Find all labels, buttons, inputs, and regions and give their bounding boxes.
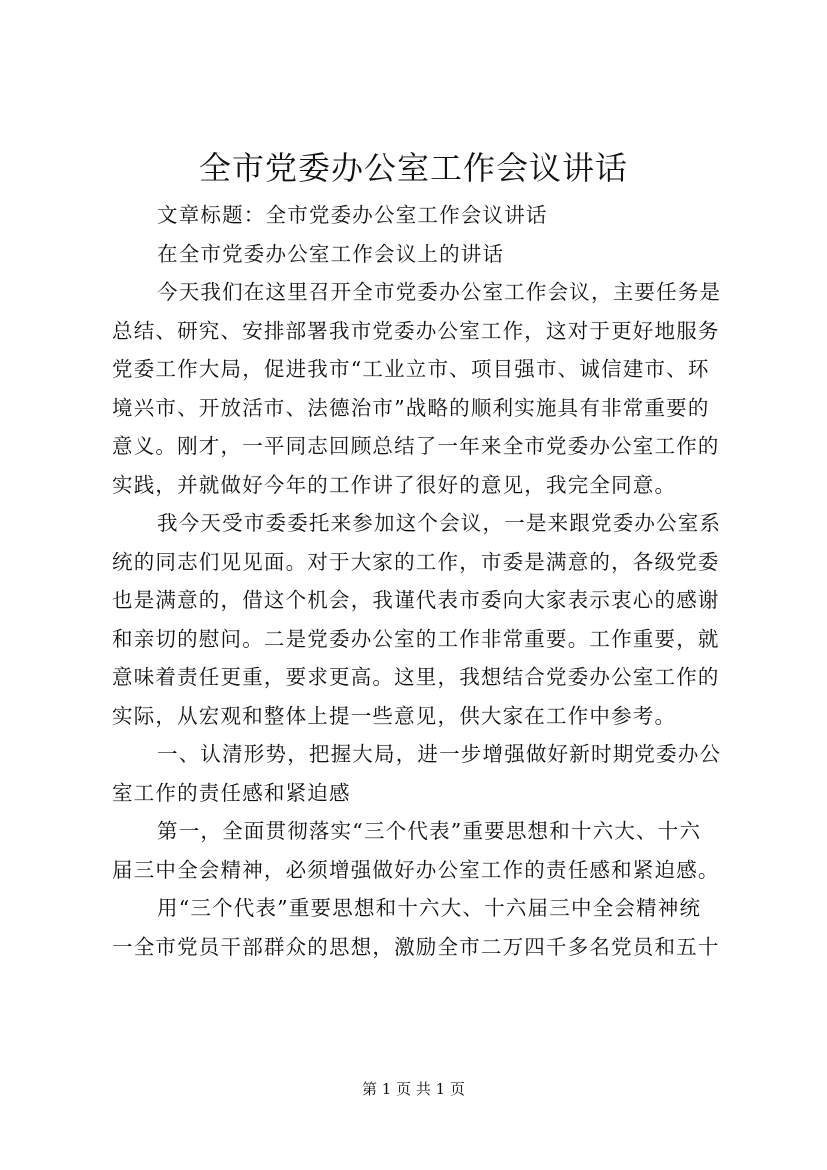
paragraph-line: 和亲切的慰问。二是党委办公室的工作非常重要。工作重要，就 [112, 626, 720, 651]
paragraph-line: 实际，从宏观和整体上提一些意见，供大家在工作中参考。 [112, 703, 677, 728]
paragraph-line: 党委工作大局，促进我市“工业立市、项目强市、诚信建市、环 [112, 357, 710, 381]
paragraph-line: 也是满意的，借这个机会，我谨代表市委向大家表示衷心的感谢 [112, 588, 720, 612]
paragraph-line: 用“三个代表”重要思想和十六大、十六届三中全会精神统 [157, 896, 702, 920]
paragraph-line: 意味着责任更重，要求更高。这里，我想结合党委办公室工作的 [112, 665, 720, 689]
paragraph-line: 实践，并就做好今年的工作讲了很好的意见，我完全同意。 [112, 472, 677, 497]
paragraph-line: 我今天受市委委托来参加这个会议，一是来跟党委办公室系 [157, 511, 722, 535]
article-title-line: 文章标题：全市党委办公室工作会议讲话 [157, 203, 548, 227]
paragraph-line: 统的同志们见见面。对于大家的工作，市委是满意的，各级党委 [112, 549, 720, 574]
paragraph-line: 意义。刚才，一平同志回顾总结了一年来全市党委办公室工作的 [112, 434, 720, 458]
page-footer: 第 1 页 共 1 页 [362, 1080, 465, 1098]
paragraph-line: 境兴市、开放活市、法德治市”战略的顺利实施具有非常重要的 [112, 395, 710, 420]
paragraph-line: 第一，全面贯彻落实“三个代表”重要思想和十六大、十六 [157, 819, 702, 843]
paragraph-line: 今天我们在这里召开全市党委办公室工作会议，主要任务是 [157, 280, 722, 304]
speech-heading-line: 在全市党委办公室工作会议上的讲话 [157, 241, 505, 266]
paragraph-line: 总结、研究、安排部署我市党委办公室工作，这对于更好地服务 [112, 318, 720, 343]
paragraph-line: 一全市党员干部群众的思想，激励全市二万四千多名党员和五十 [112, 934, 720, 959]
paragraph-line: 届三中全会精神，必须增强做好办公室工作的责任感和紧迫感。 [112, 857, 720, 882]
section-heading-line: 一、认清形势，把握大局，进一步增强做好新时期党委办公 [157, 742, 722, 766]
document-body [112, 196, 726, 966]
document-title: 全市党委办公室工作会议讲话 [198, 149, 628, 187]
section-heading-line: 室工作的责任感和紧迫感 [112, 780, 351, 805]
